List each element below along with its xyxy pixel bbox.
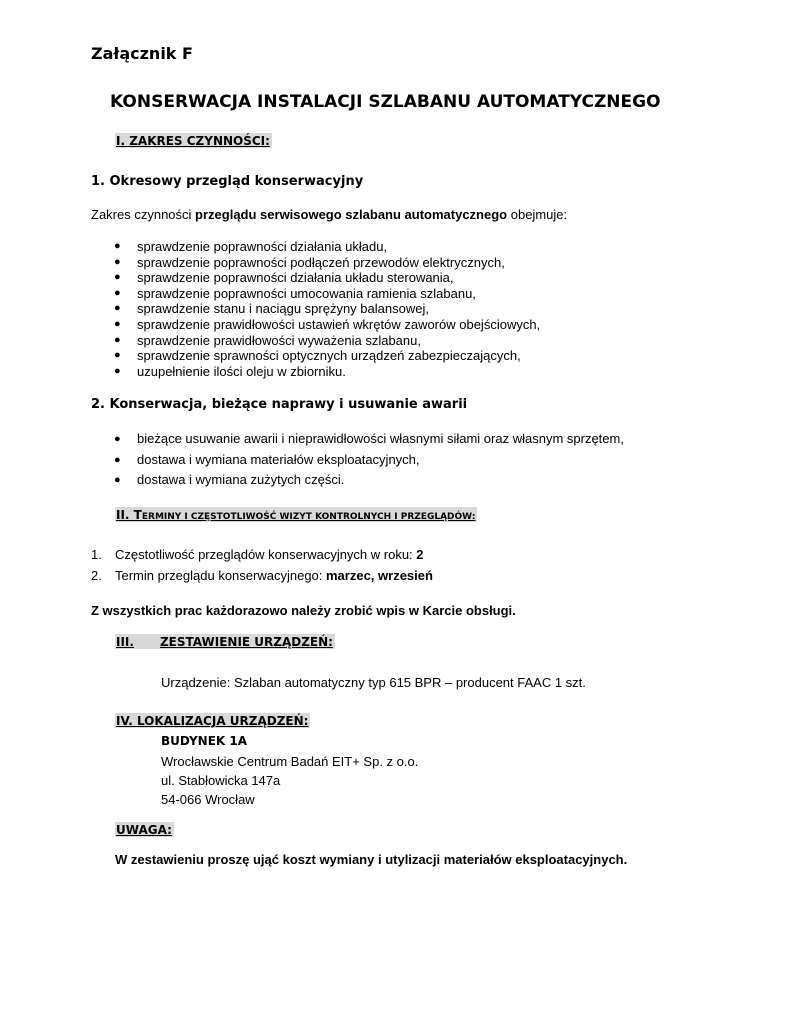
list-item-text: sprawdzenie prawidłowości ustawień wkrętów zaworów obejściowych, bbox=[137, 316, 541, 332]
list-number: 1. bbox=[91, 547, 102, 562]
list-item bbox=[112, 301, 540, 317]
section-heading-equipment-number: III. bbox=[116, 635, 134, 649]
list-item bbox=[112, 364, 540, 380]
building-name: BUDYNEK 1A bbox=[161, 734, 248, 748]
bullet-icon: ● bbox=[114, 453, 121, 466]
list-item-text: sprawdzenie sprawności optycznych urządzeń zabezpieczających, bbox=[137, 348, 521, 364]
bullet-icon: ● bbox=[114, 317, 121, 330]
list-item-text: sprawdzenie poprawności umocowania ramienia szlabanu, bbox=[137, 285, 476, 301]
bullet-icon: ● bbox=[114, 240, 121, 252]
annex-title: Załącznik F bbox=[91, 44, 193, 63]
list-item bbox=[112, 348, 540, 364]
list-item-text: sprawdzenie poprawności działania układu sterowania, bbox=[137, 270, 454, 286]
address-line: 54-066 Wrocław bbox=[161, 792, 255, 807]
note-text: W zestawieniu proszę ująć koszt wymiany i utylizacji materiałów eksploatacyjnych. bbox=[115, 852, 628, 867]
schedule-list bbox=[91, 545, 433, 587]
inspection-task-list bbox=[112, 239, 540, 379]
section-heading-schedule-lead: II. T bbox=[116, 508, 142, 522]
list-item-text: Termin przeglądu konserwacyjnego: bbox=[115, 568, 326, 583]
list-item bbox=[112, 333, 540, 349]
section-heading-scope: I. ZAKRES CZYNNOŚCI: bbox=[116, 134, 270, 148]
list-item bbox=[91, 566, 433, 587]
section-heading-equipment-text: ZESTAWIENIE URZĄDZEŃ: bbox=[159, 635, 333, 649]
document-title: KONSERWACJA INSTALACJI SZLABANU AUTOMATYCZNEGO bbox=[110, 92, 661, 112]
list-item-value: marzec, wrzesień bbox=[326, 568, 433, 583]
scope-intro-text bbox=[91, 207, 567, 222]
device-description: Urządzenie: Szlaban automatyczny typ 615 BPR – producent FAAC 1 szt. bbox=[161, 675, 586, 690]
bullet-icon: ● bbox=[114, 333, 121, 346]
list-number: 2. bbox=[91, 568, 102, 583]
scope-intro-bold: przeglądu serwisowego szlabanu automatycznego bbox=[195, 207, 508, 222]
list-item-text: sprawdzenie stanu i naciągu sprężyny balansowej, bbox=[137, 301, 429, 317]
address-line: ul. Stabłowicka 147a bbox=[161, 773, 281, 788]
scope-intro-prefix: Zakres czynności bbox=[91, 207, 196, 222]
section-heading-equipment bbox=[115, 634, 335, 649]
list-item-text: uzupełnienie ilości oleju w zbiorniku. bbox=[137, 363, 346, 379]
list-item-text: bieżące usuwanie awarii i nieprawidłowości własnymi siłami oraz własnym sprzętem, bbox=[137, 431, 624, 446]
list-item bbox=[91, 545, 433, 566]
bullet-icon: ● bbox=[114, 474, 121, 486]
list-item-text: dostawa i wymiana materiałów eksploatacyjnych, bbox=[137, 451, 420, 467]
list-item bbox=[112, 471, 624, 492]
scope-intro-suffix: obejmuje: bbox=[507, 207, 568, 222]
list-item bbox=[112, 286, 540, 302]
subsection-heading-maintenance: 2. Konserwacja, bieżące naprawy i usuwanie awarii bbox=[91, 397, 468, 412]
list-item bbox=[112, 451, 624, 472]
section-heading-location: IV. LOKALIZACJA URZĄDZEŃ: bbox=[116, 714, 309, 728]
section-heading-schedule bbox=[115, 507, 477, 522]
list-item-text: sprawdzenie poprawności działania układu, bbox=[137, 239, 388, 254]
list-item-text: sprawdzenie poprawności podłączeń przewodów elektrycznych, bbox=[137, 254, 505, 270]
list-item-text: dostawa i wymiana zużytych części. bbox=[137, 472, 345, 487]
list-item bbox=[112, 255, 540, 271]
list-item-text: Częstotliwość przeglądów konserwacyjnych w roku: bbox=[115, 547, 417, 562]
bullet-icon: ● bbox=[114, 286, 121, 299]
bullet-icon: ● bbox=[114, 271, 121, 284]
list-item bbox=[112, 270, 540, 286]
bullet-icon: ● bbox=[114, 349, 121, 362]
bullet-icon: ● bbox=[114, 302, 121, 315]
address-line: Wrocławskie Centrum Badań EIT+ Sp. z o.o. bbox=[161, 754, 419, 769]
section-heading-schedule-rest: ERMINY I CZĘSTOTLIWOŚĆ WIZYT KONTROLNYCH I PRZEGLĄDÓW: bbox=[141, 512, 476, 522]
list-item-value: 2 bbox=[416, 547, 424, 562]
list-item bbox=[112, 239, 540, 255]
bullet-icon: ● bbox=[114, 255, 121, 268]
subsection-heading-periodic-inspection: 1. Okresowy przegląd konserwacyjny bbox=[91, 174, 364, 189]
note-heading: UWAGA: bbox=[116, 823, 172, 837]
list-item bbox=[112, 430, 624, 451]
list-item bbox=[112, 317, 540, 333]
maintenance-task-list bbox=[112, 430, 624, 492]
list-item-text: sprawdzenie prawidłowości wyważenia szlabanu, bbox=[137, 332, 421, 348]
bullet-icon: ● bbox=[114, 364, 121, 377]
bullet-icon: ● bbox=[114, 433, 121, 445]
records-note: Z wszystkich prac każdorazowo należy zrobić wpis w Karcie obsługi. bbox=[91, 603, 516, 618]
